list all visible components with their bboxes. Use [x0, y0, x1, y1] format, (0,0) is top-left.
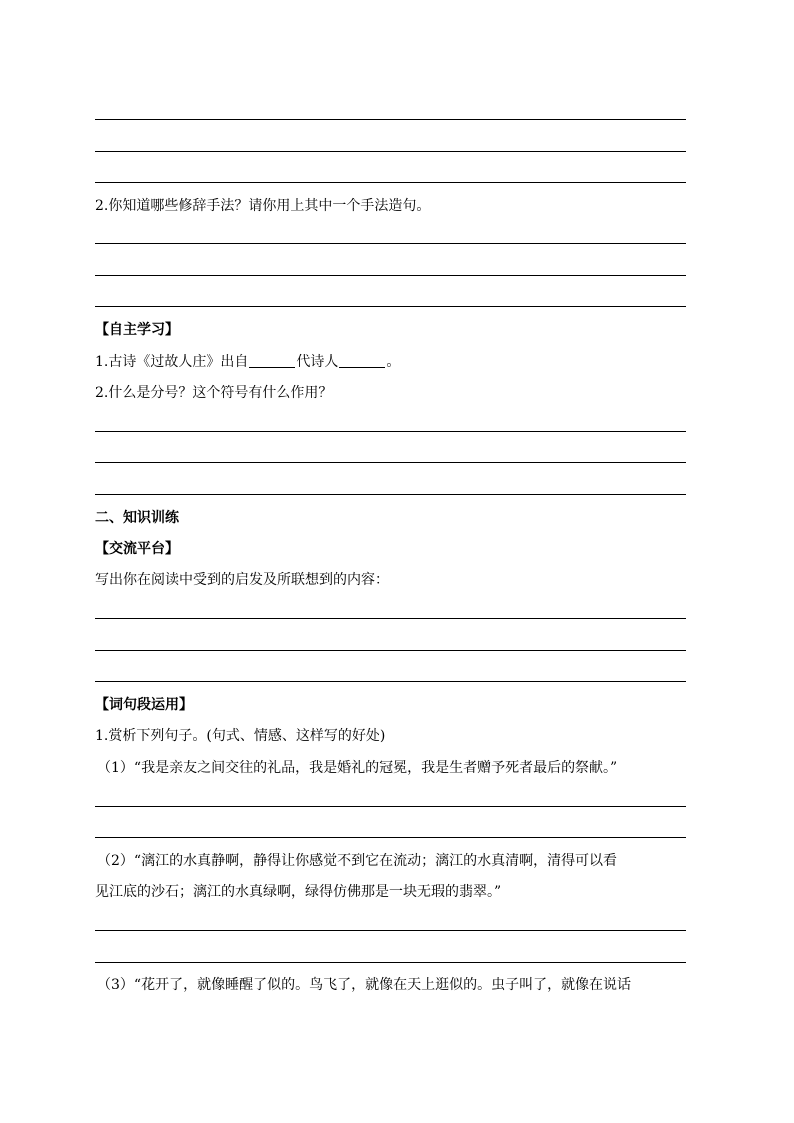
self-study-heading: 【自主学习】: [95, 322, 179, 338]
answer-line: [95, 431, 686, 432]
answer-line: [95, 962, 686, 963]
sentence-2-line-2: 见江底的沙石；漓江的水真绿啊，绿得仿佛那是一块无瑕的翡翠。”: [95, 884, 502, 900]
answer-line: [95, 462, 686, 463]
answer-line: [95, 806, 686, 807]
question-semicolon: 2.什么是分号？这个符号有什么作用？: [95, 385, 333, 401]
answer-line: [95, 681, 686, 682]
question-poem-source-c: 。: [386, 354, 401, 370]
question-poem-source: [95, 352, 400, 372]
sentence-3: （3）“花开了，就像睡醒了似的。鸟飞了，就像在天上逛似的。虫子叫了，就像在说话: [97, 977, 632, 993]
answer-line: [95, 494, 686, 495]
answer-line: [95, 119, 686, 120]
question-poem-source-a: 1.古诗《过故人庄》出自: [95, 354, 249, 370]
exchange-heading: 【交流平台】: [95, 541, 179, 557]
usage-heading: 【词句段运用】: [95, 697, 193, 713]
question-rhetoric: 2.你知道哪些修辞手法？请你用上其中一个手法造句。: [95, 198, 431, 214]
answer-line: [95, 151, 686, 152]
question-poem-source-b: 代诗人: [296, 354, 339, 370]
exchange-prompt: 写出你在阅读中受到的启发及所联想到的内容：: [95, 572, 389, 588]
answer-line: [95, 930, 686, 931]
answer-line: [95, 182, 686, 183]
answer-line: [95, 275, 686, 276]
sentence-1: （1）“我是亲友之间交往的礼品，我是婚礼的冠冕，我是生者赠予死者最后的祭献。”: [97, 760, 618, 776]
fill-blank-dynasty[interactable]: [249, 353, 295, 368]
answer-line: [95, 837, 686, 838]
answer-line: [95, 243, 686, 244]
answer-line: [95, 618, 686, 619]
section-title: 二、知识训练: [95, 510, 179, 526]
usage-question: 1.赏析下列句子。(句式、情感、这样写的好处): [95, 728, 386, 744]
fill-blank-poet[interactable]: [339, 353, 385, 368]
answer-line: [95, 650, 686, 651]
sentence-2-line-1: （2）“漓江的水真静啊，静得让你感觉不到它在流动；漓江的水真清啊，清得可以看: [97, 853, 618, 869]
answer-line: [95, 306, 686, 307]
